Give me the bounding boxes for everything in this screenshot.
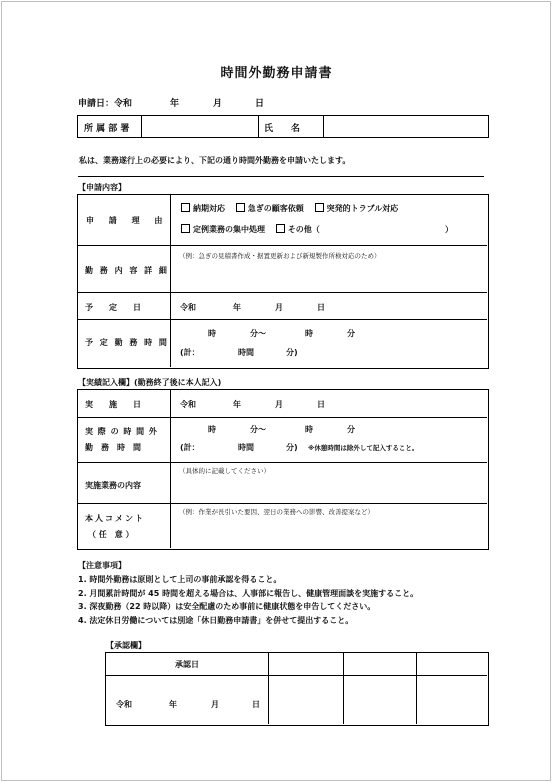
affiliation-box [77, 115, 489, 138]
checkbox-icon[interactable] [236, 203, 245, 212]
reason-option-routine[interactable] [181, 225, 265, 234]
work-detail-hint: （例：急ぎの見積書作成・据置更新および新規製作所検対応のため） [179, 252, 381, 260]
approval-date-field[interactable] [116, 699, 266, 711]
divider [343, 653, 344, 724]
option-label: その他（ [287, 225, 320, 234]
approver-header-2[interactable] [345, 654, 414, 674]
checkbox-icon[interactable] [276, 224, 285, 233]
checkbox-icon[interactable] [181, 224, 190, 233]
comment-label-line1: 本人コメント [85, 514, 145, 523]
actual-month: 月 [275, 400, 283, 409]
actual-content-label: 実施業務の内容 [85, 481, 141, 490]
actual-section-heading: 【実績記入欄】(勤務終了後に本人記入) [78, 378, 222, 387]
note-item: 1. 時間外勤務は原則として上司の事前承認を得ること。 [78, 575, 282, 584]
row-divider [78, 462, 487, 463]
option-label: 定例業務の集中処理 [193, 225, 265, 234]
actual-minute-from: 分〜 [250, 425, 266, 434]
other-close-paren: ） [445, 225, 453, 234]
approver-stamp-1[interactable] [270, 677, 341, 723]
request-section-table [77, 194, 489, 369]
planned-date-label: 予 定 日 [85, 303, 141, 312]
planned-date-field[interactable] [180, 302, 480, 314]
option-label: 突発的トラブル対応 [326, 204, 399, 213]
row-divider [78, 503, 487, 504]
planned-era: 令和 [180, 303, 196, 312]
approval-day: 日 [252, 700, 260, 709]
actual-section-table [77, 389, 489, 550]
approval-heading: 【承認欄】 [106, 641, 146, 650]
name-field[interactable] [325, 117, 485, 136]
break-time-note: ※休憩時間は除外して記入すること。 [308, 444, 419, 452]
approval-date-label: 承認日 [175, 660, 199, 669]
row-divider [78, 292, 487, 293]
label-divider [170, 390, 171, 548]
reason-option-deadline[interactable] [181, 204, 225, 213]
work-detail-label: 勤 務 内 容 詳 細 [85, 266, 169, 275]
actual-total-open: (計： [180, 443, 200, 452]
divider [141, 116, 142, 137]
planned-total-open: (計： [180, 348, 200, 357]
actual-content-hint: （具体的に記載してください） [179, 467, 270, 475]
note-item: 3. 深夜勤務（22 時以降）は安全配慮のため事前に健康状態を申告してください。 [78, 602, 376, 611]
request-section-heading: 【申請内容】 [78, 183, 126, 192]
planned-hour: 時 [208, 329, 216, 338]
divider [323, 116, 324, 137]
actual-time-label-line2: 勤 務 時 間 [85, 443, 141, 452]
actual-hour-to: 時 [305, 425, 313, 434]
approver-stamp-3[interactable] [418, 677, 486, 723]
note-item: 4. 法定休日労働については別途「休日勤務申請書」を併せて提出すること。 [78, 615, 354, 625]
planned-day: 日 [317, 303, 325, 312]
option-label: 急ぎの顧客依頼 [247, 204, 304, 213]
approval-month: 月 [211, 700, 219, 709]
actual-hour: 時 [208, 425, 216, 434]
planned-total-hours: 時間 [238, 348, 254, 357]
department-label: 所 属 部 署 [84, 124, 130, 134]
reason-label: 申 請 理 由 [86, 216, 169, 225]
planned-minute-from: 分〜 [250, 329, 266, 338]
department-field[interactable] [143, 117, 256, 136]
intro-text: 私は、業務遂行上の必要により、下記の通り時間外勤務を申請いたします。 [79, 156, 351, 165]
actual-time-field[interactable] [180, 424, 486, 460]
application-year-label: 年 [170, 99, 180, 109]
planned-total-minutes: 分) [286, 348, 298, 357]
notes-list [78, 573, 418, 627]
actual-date-field[interactable] [180, 399, 480, 411]
application-date [78, 96, 278, 109]
application-day-label: 日 [255, 99, 265, 109]
application-month-label: 月 [213, 99, 223, 109]
notes-heading: 【注意事項】 [78, 561, 126, 570]
option-label: 納期対応 [193, 204, 225, 213]
checkbox-icon[interactable] [315, 203, 324, 212]
row-divider [78, 319, 487, 320]
actual-day: 日 [317, 400, 325, 409]
actual-era: 令和 [180, 400, 196, 409]
approver-header-3[interactable] [418, 654, 486, 674]
comment-label-line2: （ 任 意 ） [88, 530, 134, 539]
divider [268, 653, 269, 724]
approver-stamp-2[interactable] [345, 677, 414, 723]
approver-header-1[interactable] [270, 654, 341, 674]
approval-year: 年 [169, 700, 177, 709]
document-title: 時間外勤務申請書 [220, 66, 333, 81]
divider [416, 653, 417, 724]
actual-year: 年 [233, 400, 241, 409]
planned-time-label: 予 定 勤 務 時 間 [85, 338, 169, 347]
comment-hint: （例：作業が長引いた要因、翌日の業務への影響、改善提案など） [179, 508, 374, 516]
intro-rule [78, 176, 484, 177]
name-label: 氏 名 [264, 124, 301, 134]
planned-hour-to: 時 [305, 329, 313, 338]
reason-options-row1 [181, 203, 398, 214]
actual-time-label-line1: 実 際 の 時 間 外 [85, 427, 158, 436]
reason-option-urgent-client[interactable] [236, 204, 304, 213]
reason-option-other[interactable] [276, 225, 320, 234]
row-divider [78, 417, 487, 418]
planned-year: 年 [233, 303, 241, 312]
row-divider [106, 675, 487, 676]
planned-minute-to: 分 [347, 329, 355, 338]
planned-time-field[interactable] [180, 326, 480, 362]
row-divider [78, 245, 487, 246]
reason-options-row2 [181, 224, 453, 235]
reason-option-trouble[interactable] [315, 204, 399, 213]
approval-table [105, 652, 489, 726]
actual-minute-to: 分 [347, 425, 355, 434]
application-date-label: 申請日：令和 [78, 99, 133, 109]
planned-month: 月 [275, 303, 283, 312]
divider [258, 116, 259, 137]
note-item: 2. 月間累計時間が 45 時間を超える場合は、人事部に報告し、健康管理面談を実施すること。 [78, 588, 419, 598]
checkbox-icon[interactable] [181, 203, 190, 212]
approval-era: 令和 [116, 700, 132, 709]
actual-total-minutes: 分) [286, 443, 298, 452]
label-divider [170, 195, 171, 367]
actual-date-label: 実 施 日 [85, 400, 141, 409]
actual-total-hours: 時間 [238, 443, 254, 452]
